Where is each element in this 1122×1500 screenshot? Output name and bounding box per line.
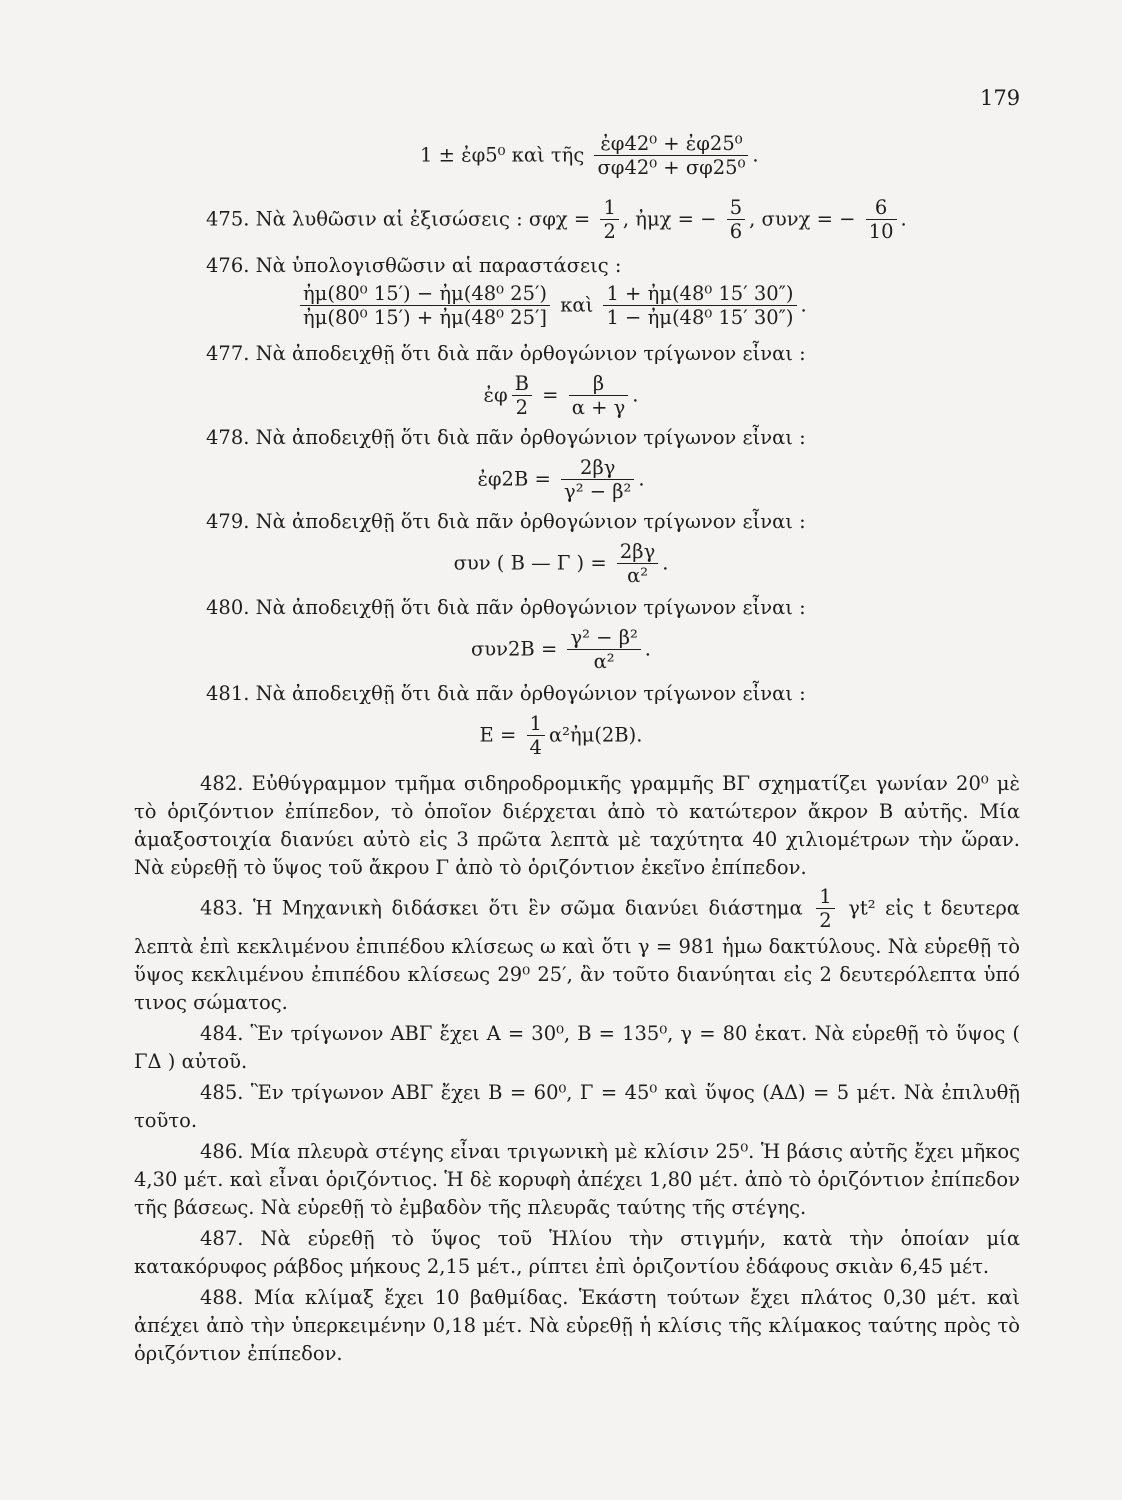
ex480-den: α² <box>593 650 615 674</box>
exercise-478 <box>206 428 806 448</box>
ex478-formula <box>0 456 1122 504</box>
ex480-lhs: συν2Β = <box>470 637 558 661</box>
ex480-end: . <box>644 637 651 661</box>
top-expr-lead: 1 ± ἐφ5⁰ καὶ τῆς <box>420 143 585 167</box>
ex480-text: 480. Νὰ ἀποδειχθῇ ὅτι διὰ πᾶν ὀρθογώνιον τρίγωνον εἶναι : <box>206 596 806 619</box>
exercise-487: 487. Νὰ εὑρεθῇ τὸ ὕψος τοῦ Ἡλίου τὴν στιγμήν, κατὰ τὴν ὁποίαν μία κατακόρυφος ράβδος μήκους 2,15 μέτ., ρίπτει ἐπὶ ὁριζοντίου ἐδάφους σκιὰν 6,45 μέτ. <box>134 1226 1020 1278</box>
ex483-f-num: 1 <box>816 885 834 909</box>
top-expr-fraction <box>594 132 748 180</box>
ex476-end: . <box>800 293 807 317</box>
ex481-formula <box>0 712 1122 760</box>
word-problems <box>134 770 1020 1368</box>
ex479-text: 479. Νὰ ἀποδειχθῇ ὅτι διὰ πᾶν ὀρθογώνιον τρίγωνον εἶναι : <box>206 510 806 533</box>
ex475-mid2: , συνχ = − <box>749 207 856 231</box>
ex478-lhs: ἐφ2Β = <box>477 467 551 491</box>
ex479-end: . <box>662 551 669 575</box>
exercise-482: 482. Εὐθύγραμμον τμῆμα σιδηροδρομικῆς γραμμῆς ΒΓ σχηματίζει γωνίαν 20⁰ μὲ τὸ ὁριζόντιον ἐπίπεδον, τὸ ὁποῖον διέρχεται ἀπὸ τὸ κατώτερον ἄκρον Β αὐτῆς. Μία ἁμαξοστοιχία διανύει αὐτὸ εἰς 3 πρῶτα λεπτὰ μὲ ταχύτητα 40 χιλιομέτρων τὴν ὥραν. Νὰ εὑρεθῇ τὸ ὕψος τοῦ ἄκρου Γ ἀπὸ τὸ ὁριζόντιον ἐκεῖνο ἐπίπεδον. <box>134 772 1020 879</box>
exercise-481 <box>206 684 806 704</box>
ex476-frac-b <box>603 282 796 330</box>
ex475-end: . <box>900 207 907 231</box>
ex479-formula <box>0 540 1122 588</box>
ex475-frac-3 <box>866 196 897 244</box>
ex476-b-den: 1 − ἠμ(48⁰ 15′ 30″) <box>606 306 794 330</box>
ex477-lhs-num: Β <box>512 372 532 396</box>
ex478-text: 478. Νὰ ἀποδειχθῇ ὅτι διὰ πᾶν ὀρθογώνιον τρίγωνον εἶναι : <box>206 426 806 449</box>
ex475-f1-num: 1 <box>600 196 618 220</box>
ex478-den: γ² − β² <box>564 480 632 504</box>
ex476-b-num: 1 + ἠμ(48⁰ 15′ 30″) <box>603 282 796 306</box>
ex476-text: 476. Νὰ ὑπολογισθῶσιν αἱ παραστάσεις : <box>206 254 622 277</box>
top-expr-denominator: σφ42⁰ + σφ25⁰ <box>597 156 746 180</box>
ex483-frac <box>816 885 834 933</box>
ex475-f1-den: 2 <box>603 220 616 244</box>
ex477-rhs-num: β <box>569 372 629 396</box>
ex475-f2-num: 5 <box>727 196 745 220</box>
ex477-rhs-frac <box>569 372 629 420</box>
ex477-end: . <box>632 383 639 407</box>
ex477-eq: = <box>542 383 559 407</box>
ex481-tail: α²ἠμ(2Β). <box>548 723 643 747</box>
ex483-f-den: 2 <box>819 909 832 933</box>
ex476-a-den: ἠμ(80⁰ 15′) + ἠμ(48⁰ 25′] <box>303 306 548 330</box>
ex478-num: 2βγ <box>561 456 634 480</box>
ex481-lhs: Ε = <box>479 723 517 747</box>
exercise-484: 484. Ἓν τρίγωνον ΑΒΓ ἔχει Α = 30⁰, Β = 135⁰, γ = 80 ἑκατ. Νὰ εὑρεθῇ τὸ ὕψος ( ΓΔ ) αὐτοῦ. <box>134 1021 1020 1073</box>
ex479-num: 2βγ <box>617 540 658 564</box>
ex478-end: . <box>638 467 645 491</box>
ex481-den: 4 <box>529 736 542 760</box>
ex476-frac-a <box>300 282 550 330</box>
page-number: 179 <box>980 86 1021 110</box>
top-expr-end: . <box>752 143 759 167</box>
ex479-lhs: συν ( Β — Γ ) = <box>453 551 607 575</box>
ex475-frac-1 <box>600 196 618 244</box>
exercise-475 <box>206 196 907 244</box>
ex475-mid: , ἠμχ = − <box>622 207 717 231</box>
ex479-den: α² <box>627 564 649 588</box>
ex476-kai: καὶ <box>560 293 594 317</box>
exercise-485: 485. Ἓν τρίγωνον ΑΒΓ ἔχει Β = 60⁰, Γ = 45⁰ καὶ ὕψος (ΑΔ) = 5 μέτ. Νὰ ἐπιλυθῇ τοῦτο. <box>134 1080 1020 1132</box>
ex481-text: 481. Νὰ ἀποδειχθῇ ὅτι διὰ πᾶν ὀρθογώνιον τρίγωνον εἶναι : <box>206 682 806 705</box>
ex483-text-b: γt² εἰς t δευτερα λεπτὰ ἐπὶ κεκλιμένου ἐπιπέδου κλίσεως ω καὶ ὅτι γ = 981 ἡμω δακτύλους. Νὰ εὑρεθῇ τὸ ὕψος κεκλιμένου ἐπιπέδου κλίσεως 29⁰ 25′, ἂν τοῦτο διανύηται εἰς 2 δευτερόλεπτα ὑπό τινος σώματος. <box>134 896 1020 1014</box>
ex480-num: γ² − β² <box>567 626 640 650</box>
ex480-formula <box>0 626 1122 674</box>
ex478-frac <box>561 456 634 504</box>
ex481-frac <box>527 712 545 760</box>
ex477-lhs-den: 2 <box>515 396 528 420</box>
top-expr-numerator: ἐφ42⁰ + ἐφ25⁰ <box>594 132 748 156</box>
ex481-num: 1 <box>527 712 545 736</box>
exercise-477 <box>206 344 806 364</box>
ex477-lhs: ἐφ <box>483 383 508 407</box>
exercise-476-expressions <box>296 282 807 330</box>
exercise-480 <box>206 598 806 618</box>
ex475-frac-2 <box>727 196 745 244</box>
ex477-formula <box>0 372 1122 420</box>
ex483-text-a: 483. Ἡ Μηχανικὴ διδάσκει ὅτι ἓν σῶμα διανύει διάστημα <box>200 896 803 920</box>
ex477-lhs-frac <box>512 372 532 420</box>
exercise-488: 488. Μία κλίμαξ ἔχει 10 βαθμίδας. Ἑκάστη τούτων ἔχει πλάτος 0,30 μέτ. καὶ ἀπέχει ἀπὸ τὴν ὑπερκειμένην 0,18 μέτ. Νὰ εὑρεθῇ ἡ κλίσις τῆς κλίμακος ταύτης πρὸς τὸ ὁριζόντιον ἐπίπεδον. <box>134 1285 1020 1365</box>
ex479-frac <box>617 540 658 588</box>
ex475-text: 475. Νὰ λυθῶσιν αἱ ἐξισώσεις : σφχ = <box>206 207 591 231</box>
exercise-479 <box>206 512 806 532</box>
ex475-f3-num: 6 <box>866 196 897 220</box>
exercise-483 <box>134 885 1020 1017</box>
ex480-frac <box>567 626 640 674</box>
ex477-rhs-den: α + γ <box>571 396 626 420</box>
top-expression <box>420 132 759 180</box>
exercise-476 <box>206 256 621 276</box>
ex475-f3-den: 10 <box>868 220 894 244</box>
ex477-text: 477. Νὰ ἀποδειχθῇ ὅτι διὰ πᾶν ὀρθογώνιον τρίγωνον εἶναι : <box>206 342 806 365</box>
ex475-f2-den: 6 <box>729 220 743 244</box>
exercise-486: 486. Μία πλευρὰ στέγης εἶναι τριγωνικὴ μὲ κλίσιν 25⁰. Ἡ βάσις αὐτῆς ἔχει μῆκος 4,30 μέτ. καὶ εἶναι ὁριζόντιος. Ἡ δὲ κορυφὴ ἀπέχει 1,80 μέτ. ἀπὸ τὸ ὁριζόντιον ἐπίπεδον τῆς βάσεως. Νὰ εὑρεθῇ τὸ ἐμβαδὸν τῆς πλευρᾶς ταύτης τῆς στέγης. <box>134 1139 1020 1219</box>
ex476-a-num: ἠμ(80⁰ 15′) − ἠμ(48⁰ 25′) <box>300 282 550 306</box>
